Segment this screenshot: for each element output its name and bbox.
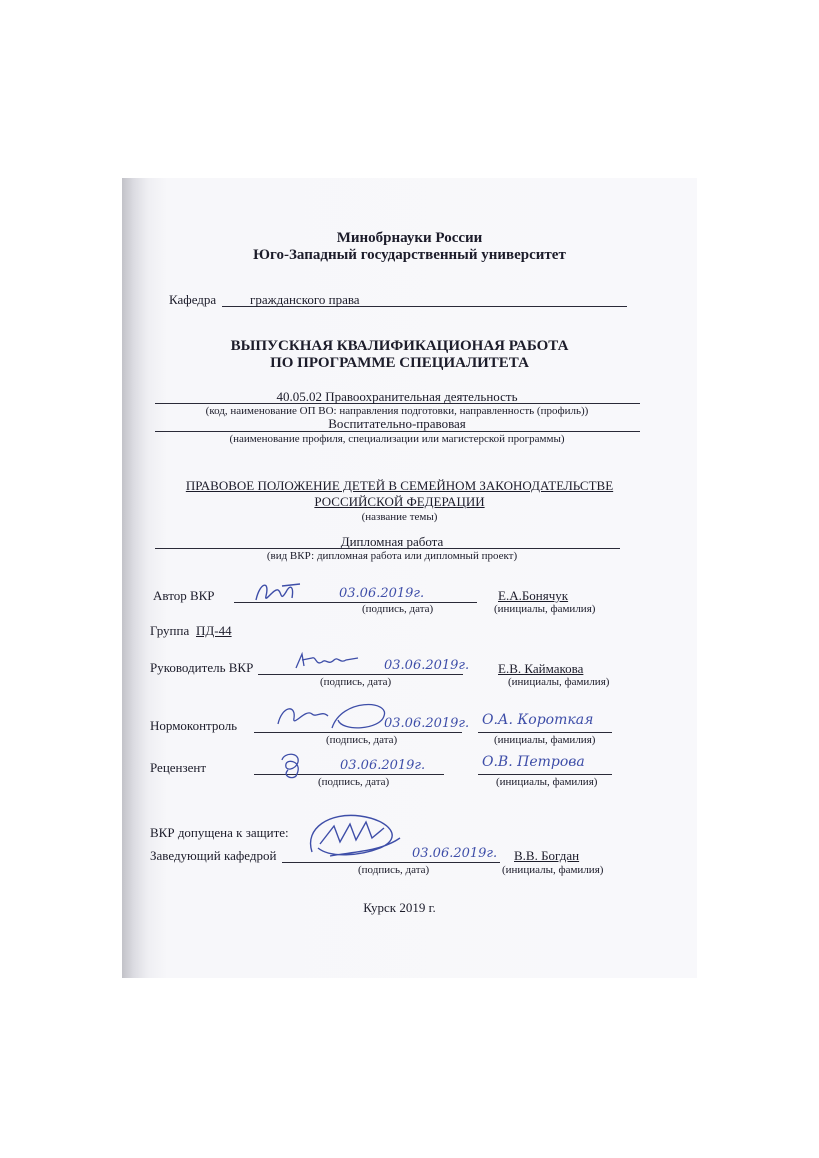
author-signature: [252, 578, 304, 608]
supervisor-signature: [292, 648, 364, 674]
work-type-caption: (вид ВКР: дипломная работа или дипломный проект): [266, 550, 518, 562]
group-value: ПД-44: [196, 623, 232, 638]
program-value: 40.05.02 Правоохранительная деятельность: [276, 389, 518, 404]
reviewer-signature: [274, 750, 314, 780]
author-date: 03.06.2019г.: [339, 586, 425, 601]
profile-value: Воспитательно-правовая: [328, 416, 466, 431]
profile-caption: (наименование профиля, специализации или магистерской программы): [229, 433, 565, 445]
document-page: [122, 178, 697, 978]
reviewer-date: 03.06.2019г.: [340, 758, 426, 773]
supervisor-sign-line: [258, 674, 463, 675]
reviewer-name-line: [478, 774, 612, 775]
supervisor-name: Е.В. Каймакова: [498, 661, 584, 676]
topic-caption: (название темы): [361, 511, 438, 523]
work-title-line2: ПО ПРОГРАММЕ СПЕЦИАЛИТЕТА: [270, 355, 529, 371]
ministry-line: Минобрнауки России: [336, 230, 483, 246]
supervisor-sign-caption: (подпись, дата): [320, 676, 392, 688]
normcontrol-date: 03.06.2019г.: [384, 716, 470, 731]
university-line: Юго-Западный государственный университет: [253, 247, 566, 263]
topic-line1: ПРАВОВОЕ ПОЛОЖЕНИЕ ДЕТЕЙ В СЕМЕЙНОМ ЗАКОНОДАТЕЛЬСТВЕ: [185, 478, 614, 493]
author-sign-caption: (подпись, дата): [362, 603, 434, 615]
supervisor-name-caption: (инициалы, фамилия): [508, 676, 610, 688]
reviewer-name: О.В. Петрова: [482, 754, 585, 770]
supervisor-date: 03.06.2019г.: [384, 658, 470, 673]
supervisor-label: Руководитель ВКР: [150, 660, 254, 675]
head-of-department-label: Заведующий кафедрой: [150, 848, 277, 863]
city-year: Курск 2019 г.: [363, 900, 436, 915]
group-label: Группа: [150, 623, 190, 638]
author-label: Автор ВКР: [153, 588, 215, 603]
head-name: В.В. Богдан: [514, 848, 580, 863]
normcontrol-label: Нормоконтроль: [150, 718, 238, 733]
topic-line2: РОССИЙСКОЙ ФЕДЕРАЦИИ: [314, 494, 485, 509]
reviewer-name-caption: (инициалы, фамилия): [496, 776, 598, 788]
work-type-value: Дипломная работа: [340, 534, 444, 549]
work-title-line1: ВЫПУСКНАЯ КВАЛИФИКАЦИОНАЯ РАБОТА: [230, 338, 569, 354]
head-name-caption: (инициалы, фамилия): [502, 864, 604, 876]
department-label: Кафедра: [169, 292, 217, 307]
admission-label: ВКР допущена к защите:: [150, 825, 289, 840]
head-date: 03.06.2019г.: [412, 846, 498, 861]
normcontrol-name: О.А. Короткая: [482, 712, 594, 728]
program-caption: (код, наименование ОП ВО: направления подготовки, направленность (профиль)): [205, 405, 589, 417]
normcontrol-name-caption: (инициалы, фамилия): [494, 734, 596, 746]
normcontrol-signature: [272, 700, 392, 734]
author-name: Е.А.Бонячук: [498, 588, 569, 603]
reviewer-sign-caption: (подпись, дата): [318, 776, 390, 788]
head-sign-caption: (подпись, дата): [358, 864, 430, 876]
author-name-caption: (инициалы, фамилия): [494, 603, 596, 615]
department-value: гражданского права: [250, 292, 360, 307]
normcontrol-name-line: [478, 732, 612, 733]
head-signature: [300, 808, 410, 864]
reviewer-label: Рецензент: [150, 760, 207, 775]
normcontrol-sign-caption: (подпись, дата): [326, 734, 398, 746]
